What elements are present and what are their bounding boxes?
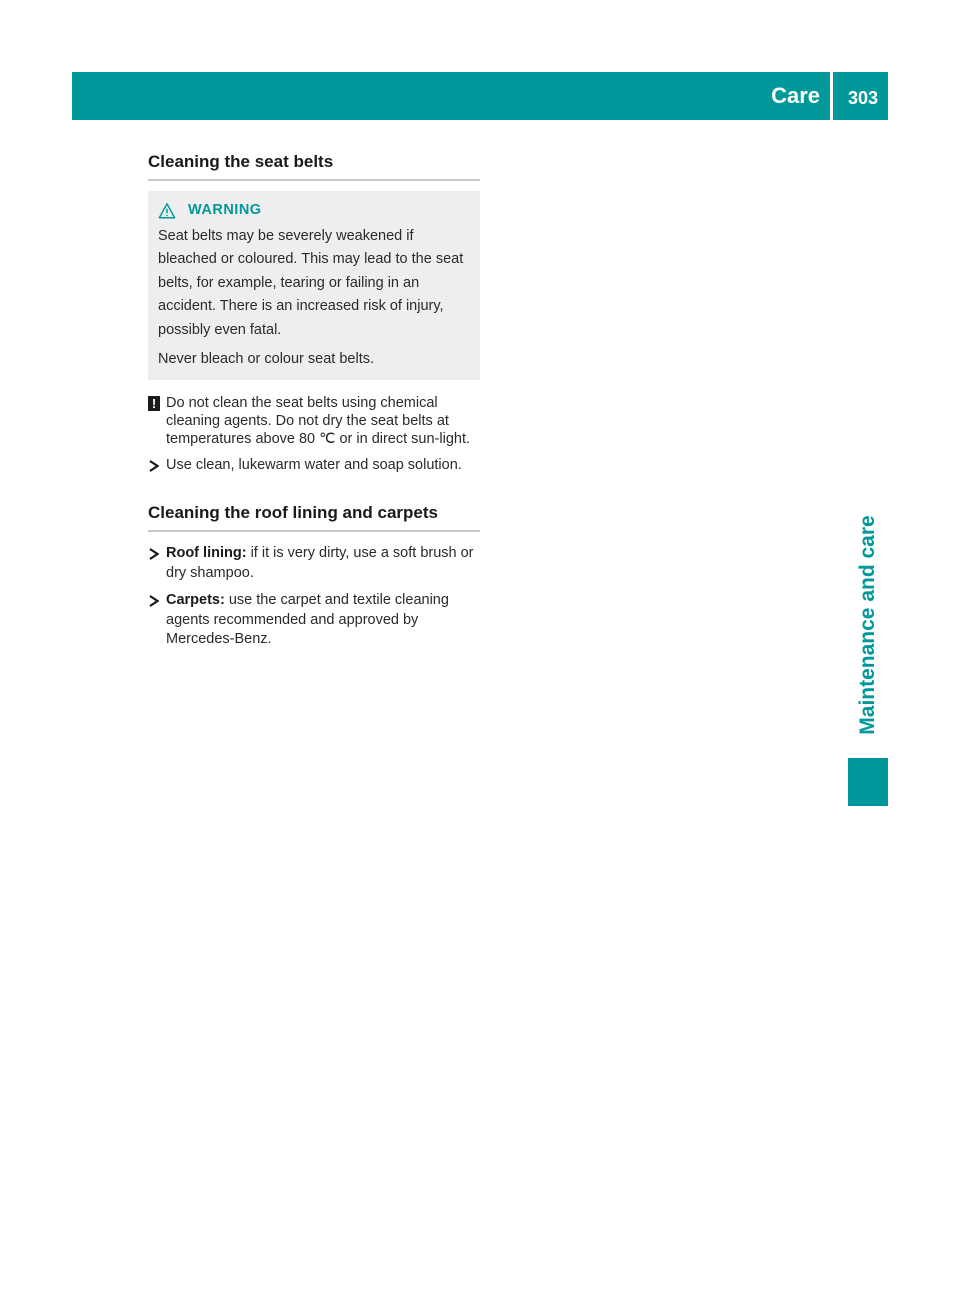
steps-list (148, 544, 480, 650)
step-label: Roof lining: (166, 545, 247, 561)
warning-title: WARNING (188, 202, 262, 218)
page-number: 303 (847, 88, 878, 108)
step-arrow-icon (149, 460, 159, 472)
step-arrow-icon (149, 595, 159, 607)
step-text: if it is very dirty, use a soft brush or dry shampoo. (166, 545, 474, 581)
chapter-side-tab (848, 500, 888, 750)
step-arrow-icon (149, 548, 159, 560)
step-label: Carpets: (166, 592, 225, 608)
main-content (148, 152, 480, 650)
section-title: Care (771, 83, 820, 108)
note-item (148, 394, 480, 448)
step-item-roof-lining (148, 544, 480, 583)
step-text: use the carpet and textile cleaning agents recommended and approved by Mercedes-Benz. (166, 592, 449, 647)
section-heading-seat-belts: Cleaning the seat belts (148, 152, 480, 181)
chapter-marker-block (848, 758, 888, 806)
warning-instruction: Never bleach or colour seat belts. (158, 351, 374, 367)
warning-box (148, 191, 480, 380)
step-item (148, 456, 480, 476)
header-divider (830, 72, 833, 120)
warning-triangle-icon (158, 202, 176, 220)
exclamation-icon: ! (148, 396, 160, 411)
step-item-carpets (148, 591, 480, 650)
warning-header (158, 199, 474, 223)
chapter-label: Maintenance and care (856, 515, 879, 735)
warning-text: Seat belts may be severely weakened if bleached or coloured. This may lead to the seat belts, for example, tearing or failing in an accident. There is an increased risk of injury, possibly even fatal. (158, 227, 464, 338)
section-heading-roof-lining: Cleaning the roof lining and carpets (148, 503, 480, 532)
header-bar (72, 72, 888, 120)
step-text: Use clean, lukewarm water and soap solution. (166, 456, 462, 473)
note-text: Do not clean the seat belts using chemical cleaning agents. Do not dry the seat belts at temperatures above 80 ℃ or in direct sun-light. (166, 394, 471, 447)
